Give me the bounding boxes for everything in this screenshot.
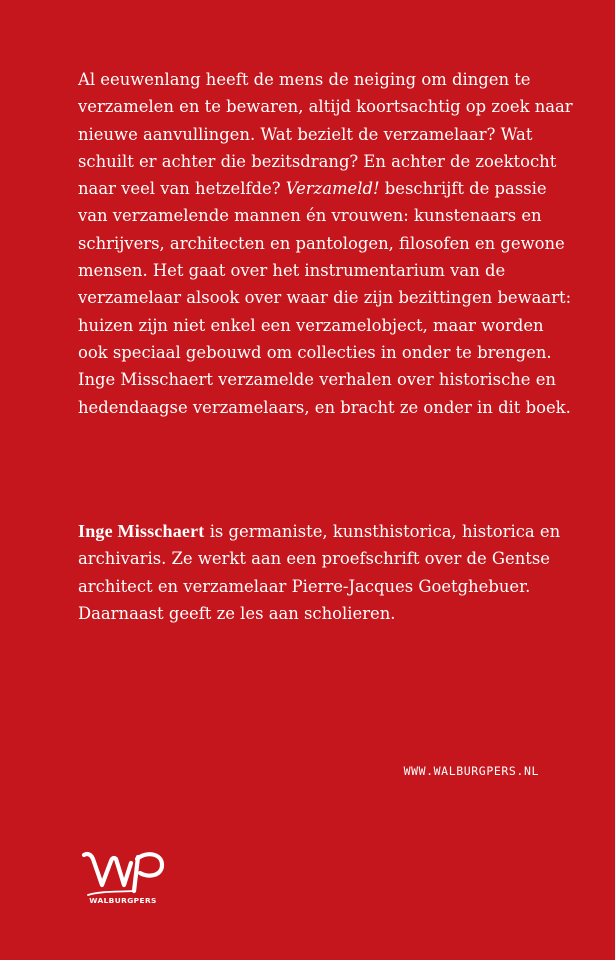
publisher-website: WWW.WALBURGPERS.NL: [403, 764, 539, 778]
publisher-logo-text: WALBURGPERS: [89, 896, 157, 905]
author-name: Inge Misschaert: [78, 521, 205, 541]
blurb-part-1: Al eeuwenlang heeft de mens de neiging om dingen te verzamelen en te bewaren, altijd koortsachtig op zoek naar nieuwe aanvullingen. Wat bezielt de verzamelaar? Wat schuilt er achter die bezitsdrang? En achter de zoektocht naar veel van hetzelfde?: [78, 70, 573, 199]
author-bio: [78, 518, 578, 627]
book-title: Verzameld!: [285, 179, 380, 199]
blurb-part-2: beschrijft de passie van verzamelende mannen én vrouwen: kunstenaars en schrijvers, architecten en pantologen, filosofen en gewone mensen. Het gaat over het instrumentarium van de verzamelaar alsook over waar die zijn bezittingen bewaart: huizen zijn niet enkel een verzamelobject, maar worden ook speciaal gebouwd om collecties in onder te brengen. Inge Misschaert verzamelde verhalen over historische en hedendaagse verzamelaars, en bracht ze onder in dit boek.: [78, 179, 572, 417]
blurb-text: [78, 66, 578, 421]
author-bio-text: is germaniste, kunsthistorica, historica en archivaris. Ze werkt aan een proefschrift over de Gentse architect en verzamelaar Pierre-Jacques Goetghebuer. Daarnaast geeft ze les aan scholieren.: [78, 522, 561, 623]
